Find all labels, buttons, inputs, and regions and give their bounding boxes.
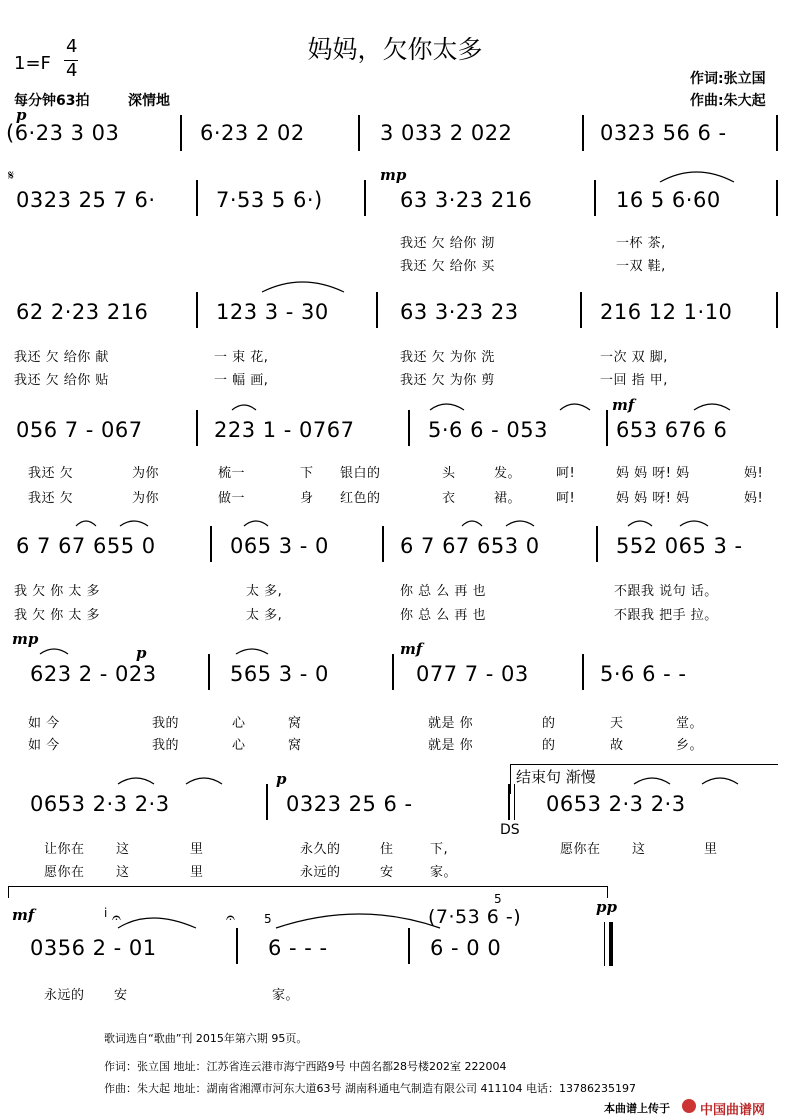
lyric-line: 一双 鞋, (616, 259, 666, 274)
upload-note: 本曲谱上传于 (604, 1102, 670, 1115)
lyric-line: 天 (610, 716, 624, 731)
measure-20-notes: 552 065 3 - (616, 534, 743, 558)
lyric-line: 永远的 (300, 865, 341, 880)
dynamic-p: p (276, 770, 287, 788)
measure-4-notes: 0323 56 6 - (600, 121, 727, 145)
lyric-line: 安 (380, 865, 394, 880)
measure-24-notes: 5·6 6 - - (600, 662, 687, 686)
measure-6-notes: 7·53 5 6·) (216, 188, 323, 212)
measure-28-notes: 0356 2 - 01 (30, 936, 157, 960)
lyric-line: 我还 欠 给你 买 (400, 259, 495, 274)
lyric-line: 永远的 (44, 988, 85, 1003)
lyric-line: 一 束 花, (214, 350, 269, 365)
lyric-line: 妈! (744, 466, 764, 481)
dynamic-mf: mf (400, 640, 423, 658)
lyricist-address: 作词：张立国 地址：江苏省连云港市海宁西路9号 中茵名都28号楼202室 222004 (104, 1060, 507, 1073)
lyric-line: 下 (300, 466, 314, 481)
lyric-line: 故 (610, 738, 624, 753)
lyric-line: 红色的 (340, 491, 381, 506)
measure-13-notes: 056 7 - 067 (16, 418, 143, 442)
lyricist-credit: 作词:张立国 (690, 71, 766, 87)
measure-31-notes: 6 - 0 0 (430, 936, 502, 960)
fermata-sign: 𝄐 (112, 908, 121, 927)
lyric-line: 一杯 茶, (616, 236, 666, 251)
lyric-line: 我还 欠 给你 沏 (400, 236, 495, 251)
site-name: 中国曲谱网 (700, 1103, 766, 1118)
dynamic-p: p (136, 644, 147, 662)
lyric-line: 我还 欠 为你 剪 (400, 373, 495, 388)
lyric-line: 梳一 (218, 466, 246, 481)
lyric-line: 太 多, (246, 584, 283, 599)
measure-19-notes: 6 7 67 653 0 (400, 534, 540, 558)
lyric-line: 愿你在 (560, 842, 601, 857)
measure-5-notes: 0323 25 7 6· (16, 188, 156, 212)
lyric-line: 为你 (132, 466, 160, 481)
lyric-line: 堂。 (676, 716, 704, 731)
lyric-line: 一次 双 脚, (600, 350, 668, 365)
lyric-line: 永久的 (300, 842, 341, 857)
lyric-line: 愿你在 (44, 865, 85, 880)
lyric-line: 妈! (744, 491, 764, 506)
measure-29-notes: 6 - - - (268, 936, 328, 960)
lyric-line: 就是 你 (428, 716, 474, 731)
coda-label: 结束句 渐慢 (516, 768, 596, 786)
tempo-mark: 每分钟63拍 (14, 93, 90, 109)
measure-22-notes: 565 3 - 0 (230, 662, 329, 686)
lyric-line: 为你 (132, 491, 160, 506)
lyric-line: 我还 欠 给你 献 (14, 350, 109, 365)
measure-30-notes: (7·53 6 -) (428, 906, 522, 928)
lyric-line: 呵! (556, 491, 576, 506)
measure-1-notes: (6·23 3 03 (6, 121, 120, 145)
measure-8-notes: 16 5 6·60 (616, 188, 721, 212)
lyric-line: 我还 欠 为你 洗 (400, 350, 495, 365)
measure-21-notes: 623 2 - 023 (30, 662, 157, 686)
lyric-line: 我的 (152, 738, 180, 753)
key-signature: 1=F (14, 53, 51, 74)
lyric-line: 心 (232, 716, 246, 731)
lyric-line: 衣 (442, 491, 456, 506)
dynamic-mp: mp (380, 166, 407, 184)
lyric-line: 我还 欠 (28, 466, 74, 481)
lyric-line: 窝 (288, 738, 302, 753)
lyric-line: 如 今 (28, 738, 60, 753)
measure-9-notes: 62 2·23 216 (16, 300, 149, 324)
fermata-sign: 𝄐 (226, 908, 235, 927)
lyric-line: 我的 (152, 716, 180, 731)
site-logo-icon (682, 1099, 696, 1113)
lyric-line: 妈 妈 呀! 妈 (616, 466, 690, 481)
measure-10-notes: 123 3 - 30 (216, 300, 329, 324)
lyric-line: 我 欠 你 太 多 (14, 584, 101, 599)
measure-15-notes: 5·6 6 - 053 (428, 418, 548, 442)
lyric-line: 窝 (288, 716, 302, 731)
lyric-line: 我 欠 你 太 多 (14, 608, 101, 623)
dynamic-mp: mp (12, 630, 39, 648)
lyric-line: 的 (542, 716, 556, 731)
lyric-line: 你 总 么 再 也 (400, 608, 487, 623)
lyric-line: 心 (232, 738, 246, 753)
lyric-line: 里 (190, 865, 204, 880)
lyric-line: 里 (704, 842, 718, 857)
lyric-line: 你 总 么 再 也 (400, 584, 487, 599)
composer-credit: 作曲:朱大起 (690, 93, 766, 109)
lyric-line: 让你在 (44, 842, 85, 857)
lyric-line: 里 (190, 842, 204, 857)
lyric-line: 乡。 (676, 738, 704, 753)
measure-27-notes: 0653 2·3 2·3 (546, 792, 686, 816)
grace-note: 5 (494, 892, 502, 906)
grace-note: i (104, 906, 108, 920)
measure-11-notes: 63 3·23 23 (400, 300, 519, 324)
dynamic-mf: mf (12, 906, 35, 924)
measure-17-notes: 6 7 67 655 0 (16, 534, 156, 558)
measure-12-notes: 216 12 1·10 (600, 300, 733, 324)
lyric-line: 银白的 (340, 466, 381, 481)
measure-2-notes: 6·23 2 02 (200, 121, 305, 145)
measure-18-notes: 065 3 - 0 (230, 534, 329, 558)
lyric-line: 一回 指 甲, (600, 373, 668, 388)
lyric-line: 下, (430, 842, 449, 857)
time-bottom: 4 (66, 60, 78, 81)
segno-sign: 𝄋 (8, 168, 15, 184)
lyric-line: 裙。 (494, 491, 522, 506)
lyric-line: 不跟我 说句 话。 (614, 584, 718, 599)
lyric-line: 安 (114, 988, 128, 1003)
lyric-line: 太 多, (246, 608, 283, 623)
lyric-line: 做一 (218, 491, 246, 506)
composer-address: 作曲：朱大起 地址：湖南省湘潭市河东大道63号 湖南科通电气制造有限公司 411104 电话：13786235197 (104, 1082, 636, 1095)
grace-note: 5 (264, 912, 272, 926)
lyric-line: 身 (300, 491, 314, 506)
measure-14-notes: 223 1 - 0767 (214, 418, 355, 442)
measure-7-notes: 63 3·23 216 (400, 188, 533, 212)
lyric-line: 这 (116, 842, 130, 857)
dynamic-p: p (16, 106, 27, 124)
lyric-line: 的 (542, 738, 556, 753)
lyric-line: 这 (116, 865, 130, 880)
song-title: 妈妈，欠你太多 (307, 35, 483, 64)
time-top: 4 (66, 36, 78, 57)
lyric-line: 我还 欠 给你 贴 (14, 373, 109, 388)
lyric-line: 我还 欠 (28, 491, 74, 506)
lyric-line: 家。 (430, 865, 458, 880)
measure-25-notes: 0653 2·3 2·3 (30, 792, 170, 816)
dal-segno: DS (500, 822, 520, 838)
dynamic-pp: pp (596, 898, 617, 916)
lyric-line: 不跟我 把手 拉。 (614, 608, 718, 623)
lyric-line: 一 幅 画, (214, 373, 269, 388)
lyric-line: 家。 (272, 988, 300, 1003)
measure-16-notes: 653 676 6 (616, 418, 728, 442)
measure-3-notes: 3 033 2 022 (380, 121, 513, 145)
mood-mark: 深情地 (128, 93, 170, 109)
lyric-line: 头 (442, 466, 456, 481)
measure-23-notes: 077 7 - 03 (416, 662, 529, 686)
lyric-line: 就是 你 (428, 738, 474, 753)
lyric-line: 发。 (494, 466, 522, 481)
lyric-line: 如 今 (28, 716, 60, 731)
lyrics-source: 歌词选自“歌曲”刊 2015年第六期 95页。 (104, 1032, 308, 1045)
lyric-line: 住 (380, 842, 394, 857)
dynamic-mf: mf (612, 396, 635, 414)
lyric-line: 这 (632, 842, 646, 857)
measure-26-notes: 0323 25 6 - (286, 792, 413, 816)
lyric-line: 呵! (556, 466, 576, 481)
lyric-line: 妈 妈 呀! 妈 (616, 491, 690, 506)
